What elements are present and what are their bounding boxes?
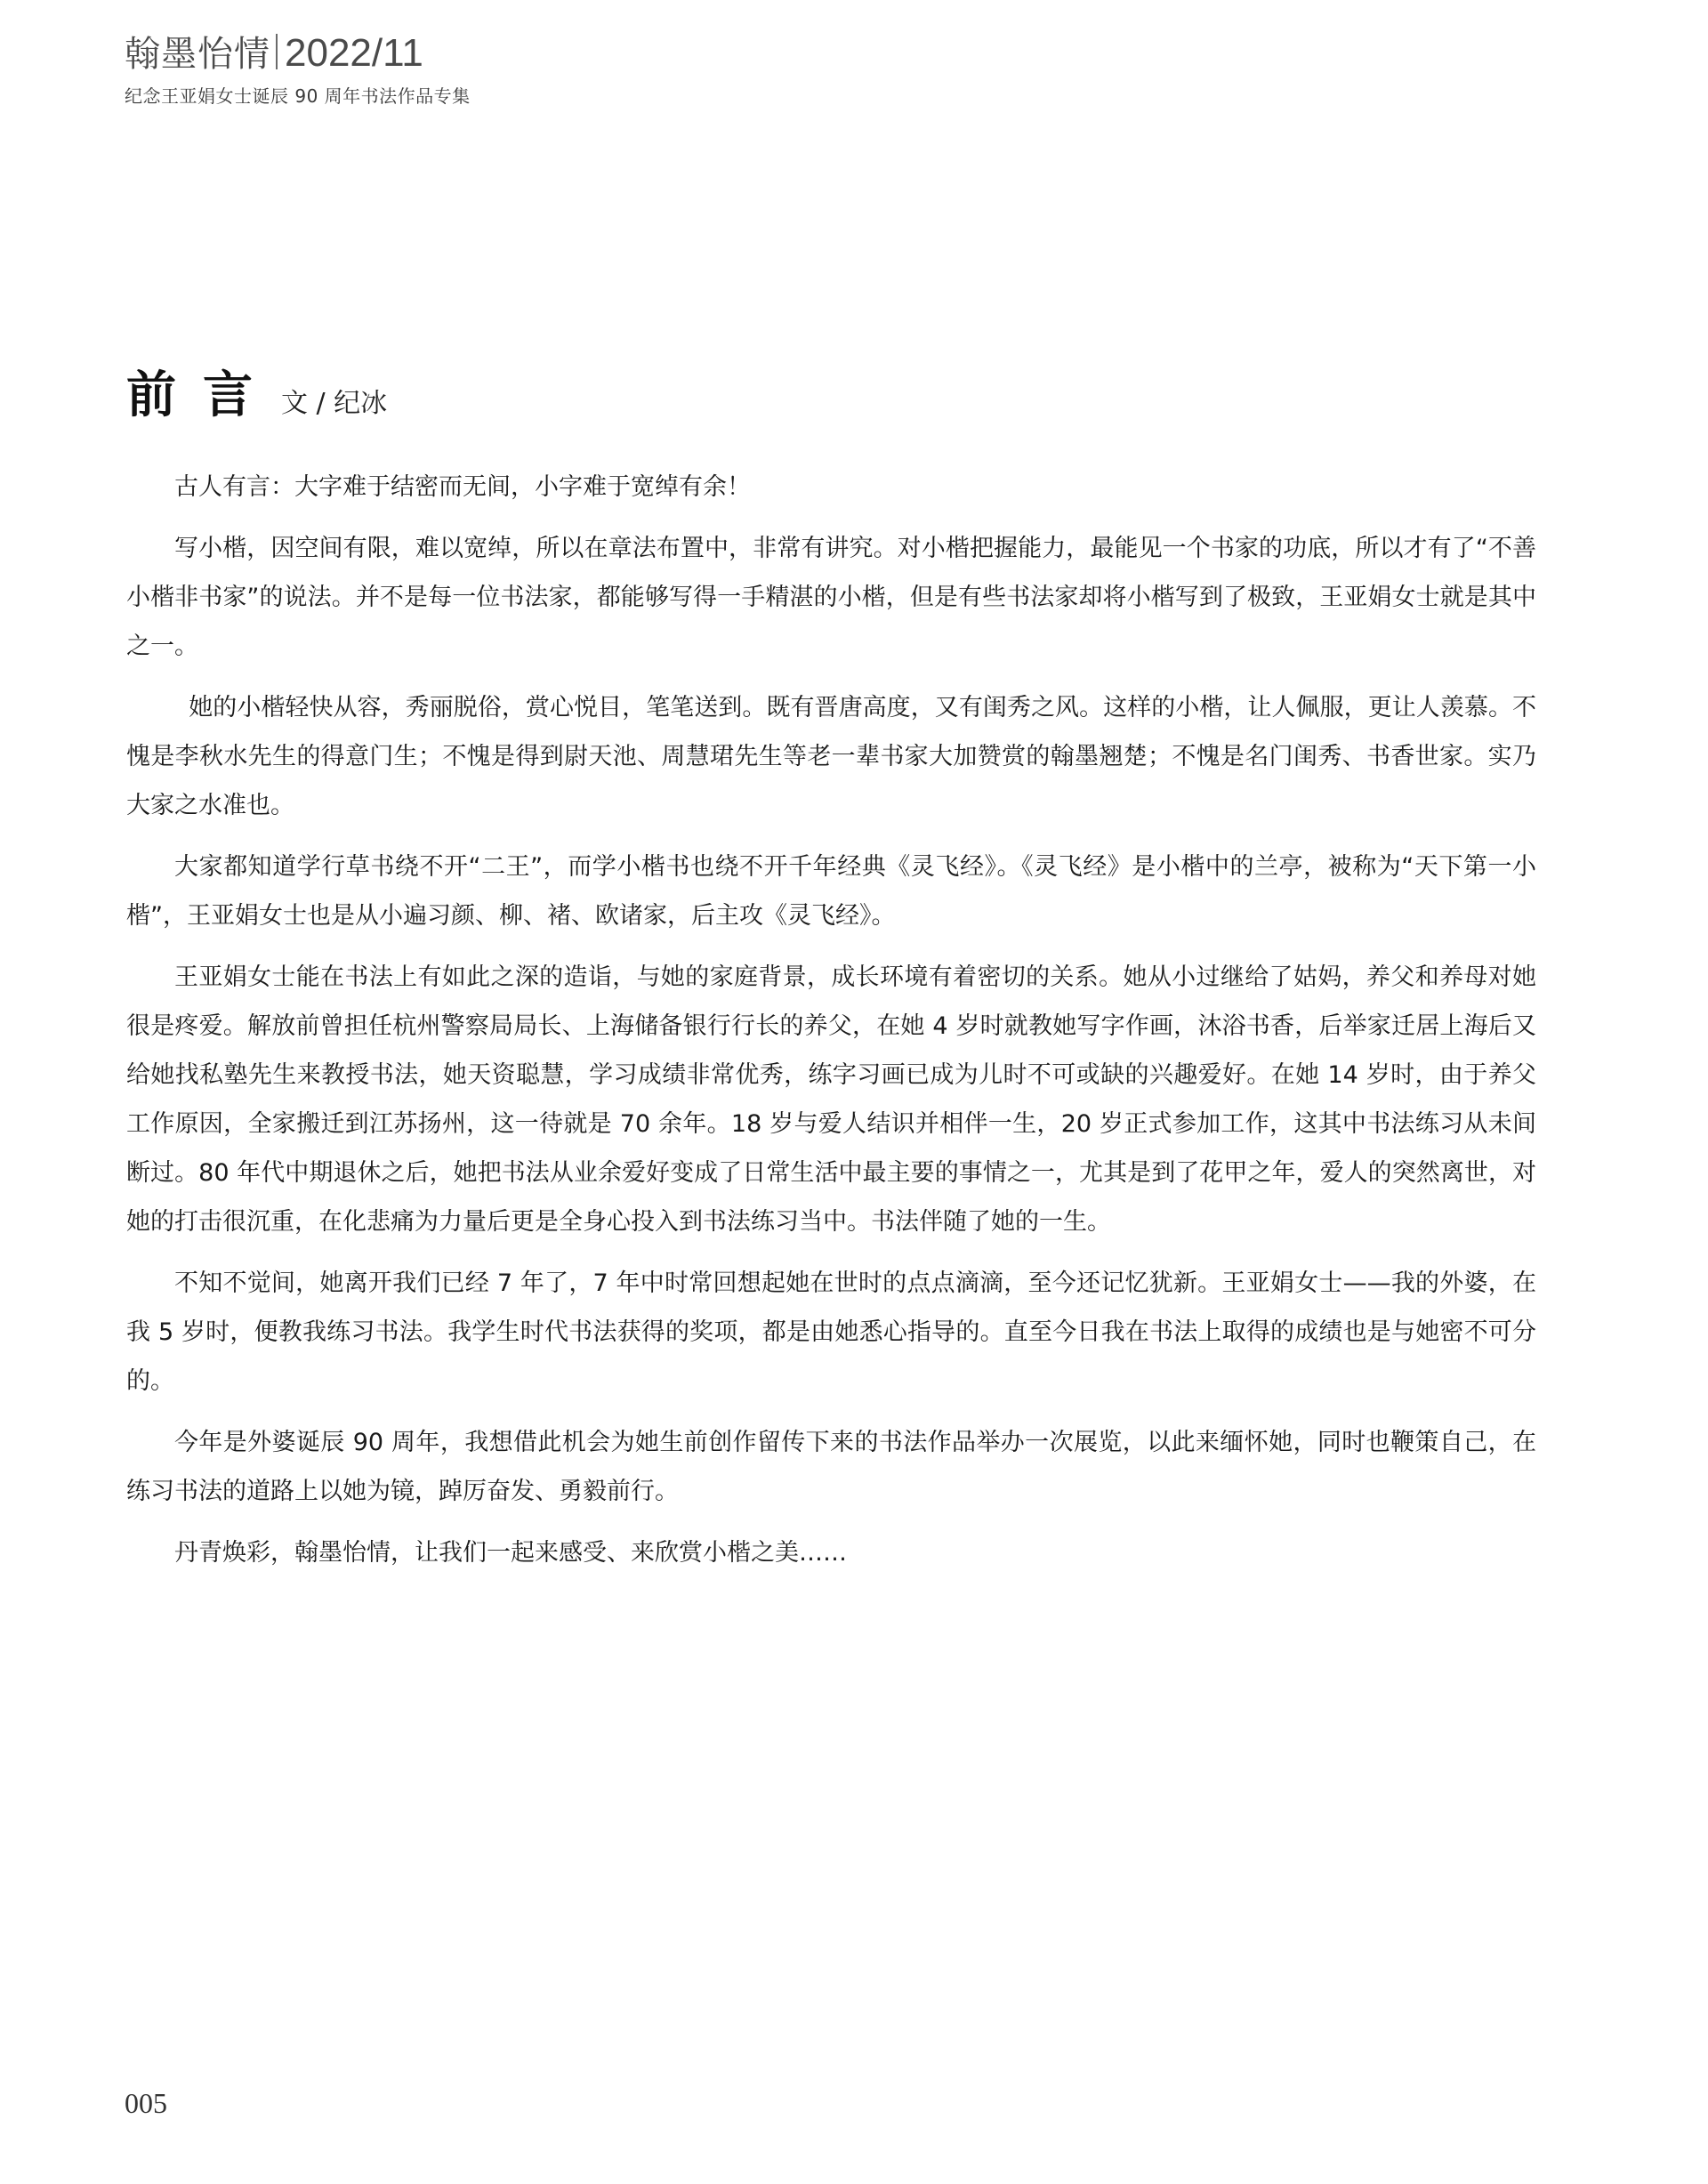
paragraph-8: 丹青焕彩，翰墨怡情，让我们一起来感受、来欣赏小楷之美…… (174, 1539, 847, 1567)
publication-subtitle: 纪念王亚娟女士诞辰 90 周年书法作品专集 (125, 85, 471, 107)
paragraph-2: 写小楷，因空间有限，难以宽绰，所以在章法布置中，非常有讲究。对小楷把握能力，最能见一个书家的功底，所以才有了“不善小楷非书家”的说法。并不是每一位书法家，都能够写得一手精湛的小楷，但是有些书法家却将小楷写到了极致，王亚娟女士就是其中之一。 (126, 535, 1536, 660)
section-author: 文 / 纪冰 (281, 388, 388, 419)
page-header (125, 30, 471, 108)
publication-title: 翰墨怡情 (125, 34, 270, 75)
section-title: 前言 (126, 367, 279, 424)
paragraph-1: 古人有言：大字难于结密而无间，小字难于宽绰有余！ (174, 473, 751, 501)
publication-date: 2022/11 (285, 31, 423, 75)
paragraph-6: 不知不觉间，她离开我们已经 7 年了，7 年中时常回想起她在世时的点点滴滴，至今还记忆犹新。王亚娟女士——我的外婆，在我 5 岁时，便教我练习书法。我学生时代书法获得的奖项，都是由她悉心指导的。直至今日我在书法上取得的成绩也是与她密不可分的。 (126, 1269, 1536, 1395)
section-heading (126, 356, 387, 427)
article-body (126, 463, 1536, 1590)
header-line (125, 30, 471, 73)
paragraph-3: 她的小楷轻快从容，秀丽脱俗，赏心悦目，笔笔送到。既有晋唐高度，又有闺秀之风。这样的小楷，让人佩服，更让人羡慕。不愧是李秋水先生的得意门生；不愧是得到尉天池、周慧珺先生等老一辈书家大加赞赏的翰墨翘楚；不愧是名门闺秀、书香世家。实乃大家之水准也。 (126, 694, 1536, 819)
paragraph-5: 王亚娟女士能在书法上有如此之深的造诣，与她的家庭背景，成长环境有着密切的关系。她从小过继给了姑妈，养父和养母对她很是疼爱。解放前曾担任杭州警察局局长、上海储备银行行长的养父，在她 4 岁时就教她写字作画，沐浴书香，后举家迁居上海后又给她找私塾先生来教授书法，她天资聪慧，学习成绩非常优秀，练字习画已成为儿时不可或缺的兴趣爱好。在她 14 岁时，由于养父工作原因，全家搬迁到江苏扬州，这一待就是 70 余年。18 岁与爱人结识并相伴一生，20 岁正式参加工作，这其中书法练习从未间断过。80 年代中期退休之后，她把书法从业余爱好变成了日常生活中最主要的事情之一，尤其是到了花甲之年，爱人的突然离世，对她的打击很沉重，在化悲痛为力量后更是全身心投入到书法练习当中。书法伴随了她的一生。 (126, 963, 1536, 1236)
paragraph-4: 大家都知道学行草书绕不开“二王”，而学小楷书也绕不开千年经典《灵飞经》。《灵飞经》是小楷中的兰亭，被称为“天下第一小楷”，王亚娟女士也是从小遍习颜、柳、褚、欧诸家，后主攻《灵飞经》。 (126, 853, 1536, 930)
paragraph-7: 今年是外婆诞辰 90 周年，我想借此机会为她生前创作留传下来的书法作品举办一次展览，以此来缅怀她，同时也鞭策自己，在练习书法的道路上以她为镜，踔厉奋发、勇毅前行。 (126, 1429, 1536, 1505)
page-number: 005 (125, 2087, 167, 2119)
header-divider (276, 34, 278, 69)
